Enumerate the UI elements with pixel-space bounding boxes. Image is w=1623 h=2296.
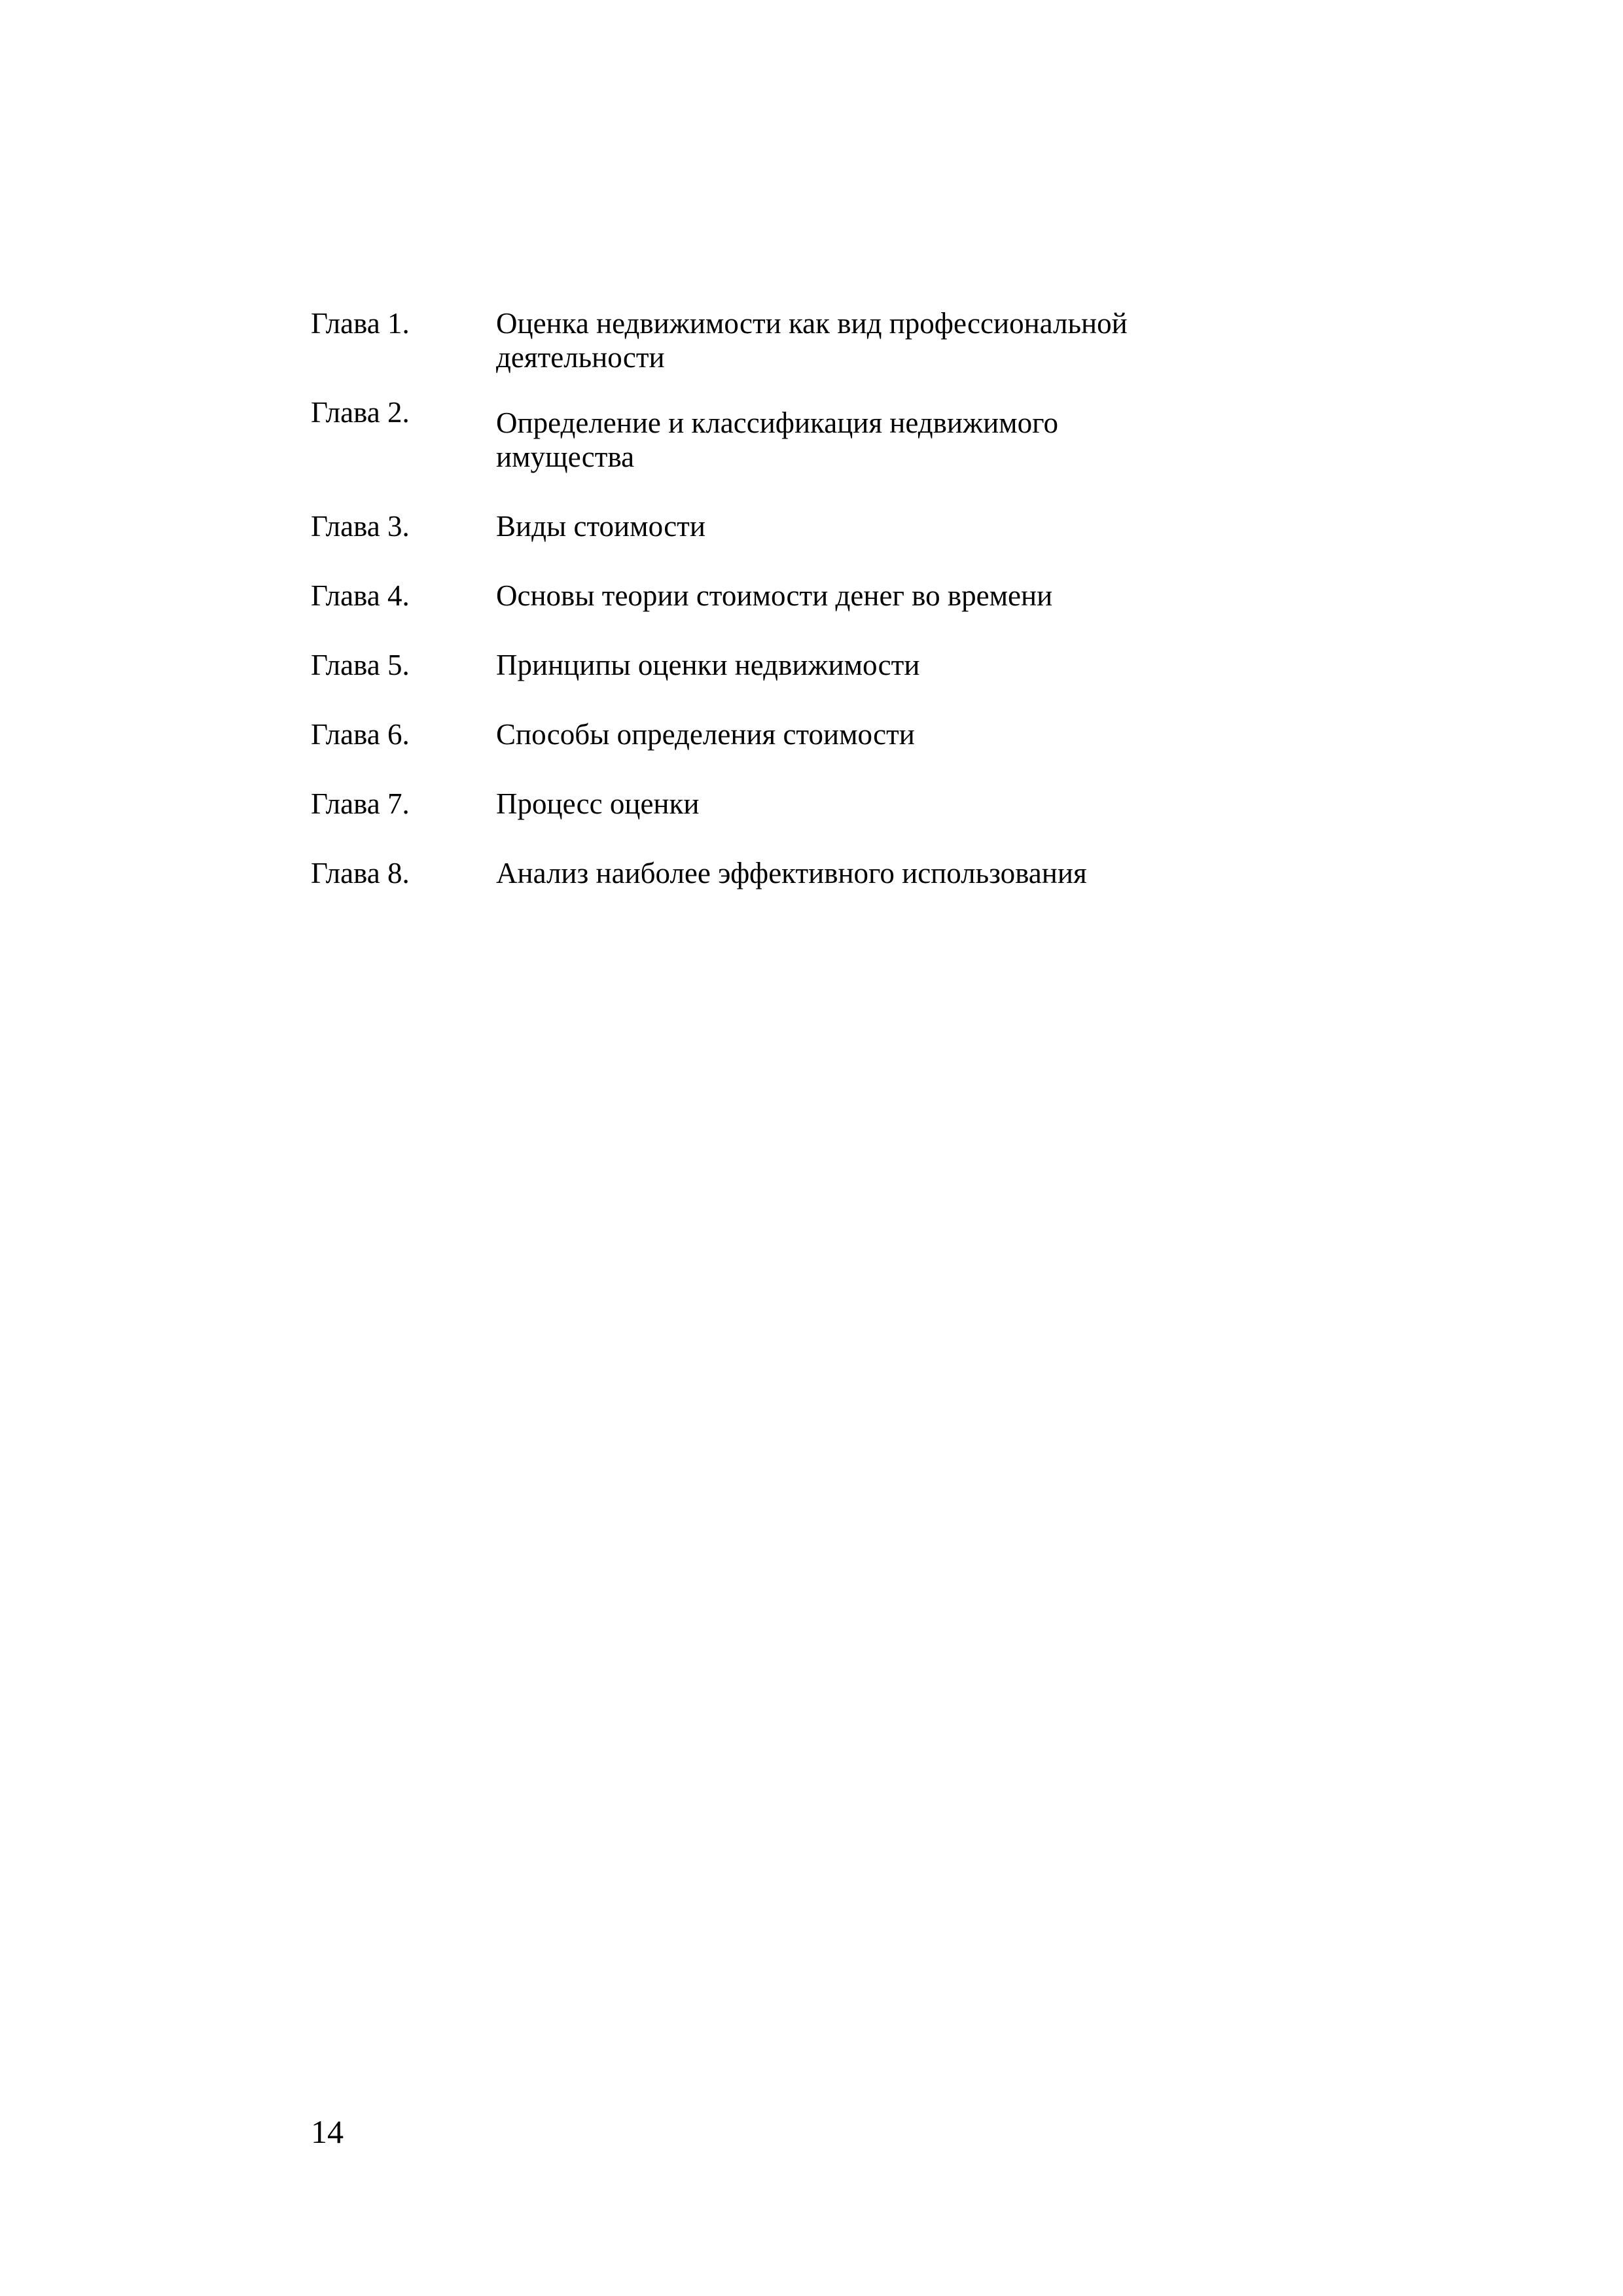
toc-chapter-title: Способы определения стоимости xyxy=(496,718,915,751)
toc-chapter-title: Определение и классификация недвижимого имущества xyxy=(496,406,1058,473)
toc-item-chapter-3 xyxy=(311,509,1332,543)
toc-chapter-title: Процесс оценки xyxy=(496,787,700,820)
toc-item-chapter-7 xyxy=(311,787,1332,821)
toc-chapter-label: Глава 4. xyxy=(311,579,410,612)
toc-chapter-label: Глава 3. xyxy=(311,510,410,543)
toc-item-chapter-8 xyxy=(311,856,1332,890)
toc-item-chapter-6 xyxy=(311,717,1332,751)
toc-chapter-label: Глава 6. xyxy=(311,718,410,751)
toc-chapter-label: Глава 1. xyxy=(311,307,410,340)
toc-chapter-label: Глава 2. xyxy=(311,396,410,429)
toc-chapter-title: Виды стоимости xyxy=(496,510,705,543)
page-number: 14 xyxy=(311,2113,344,2150)
toc-item-chapter-2 xyxy=(311,395,1332,474)
toc-chapter-label: Глава 7. xyxy=(311,787,410,820)
toc-chapter-label: Глава 5. xyxy=(311,649,410,681)
table-of-contents xyxy=(311,306,1332,925)
toc-item-chapter-1 xyxy=(311,306,1332,374)
toc-chapter-title: Принципы оценки недвижимости xyxy=(496,649,920,681)
toc-item-chapter-4 xyxy=(311,579,1332,613)
toc-chapter-title: Основы теории стоимости денег во времени xyxy=(496,579,1053,612)
toc-chapter-title: Анализ наиболее эффективного использования xyxy=(496,857,1087,889)
toc-chapter-label: Глава 8. xyxy=(311,857,410,889)
toc-chapter-title: Оценка недвижимости как вид профессиональной деятельности xyxy=(496,307,1128,374)
toc-item-chapter-5 xyxy=(311,648,1332,682)
